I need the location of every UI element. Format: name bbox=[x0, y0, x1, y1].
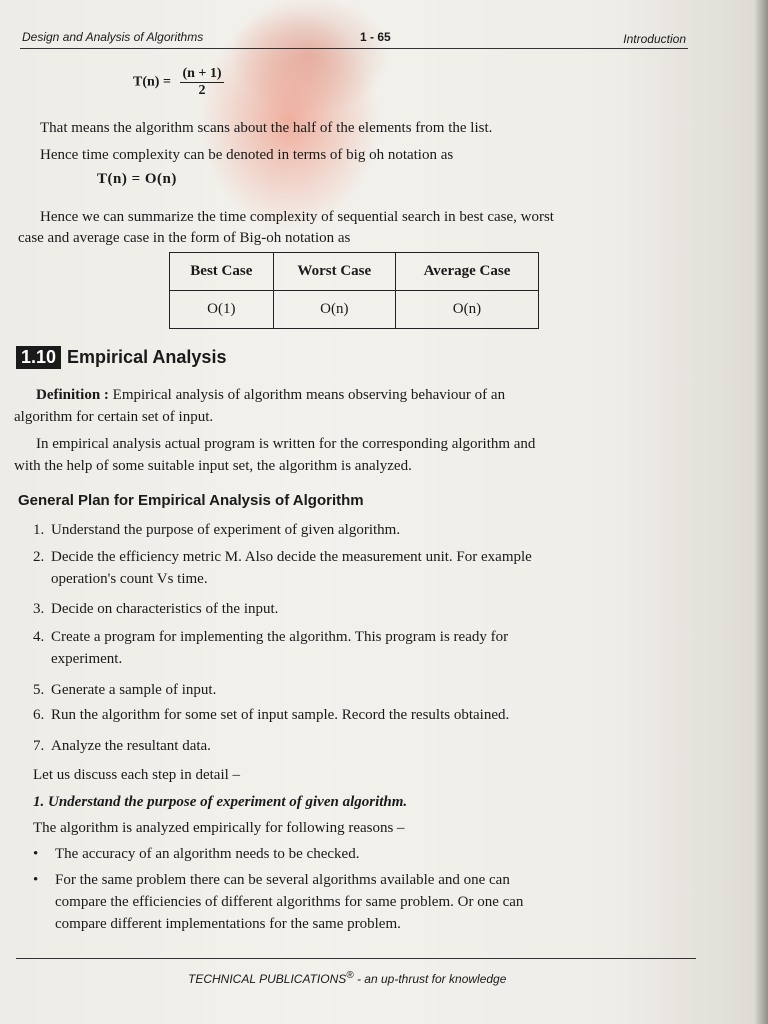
bullet-item bbox=[33, 869, 695, 935]
bullet-line bbox=[33, 869, 695, 891]
table-header-cell: Worst Case bbox=[273, 253, 395, 291]
publisher-name: TECHNICAL PUBLICATIONS bbox=[188, 972, 347, 986]
page-header bbox=[20, 28, 688, 49]
list-item-number: 4. bbox=[33, 629, 45, 645]
complexity-table bbox=[169, 252, 539, 329]
definition-line bbox=[36, 385, 696, 405]
paragraph-line: Hence we can summarize the time complexity of sequential search in best case, worst bbox=[40, 209, 554, 225]
list-item bbox=[33, 626, 695, 670]
paragraph-line: with the help of some suitable input set, the algorithm is analyzed. bbox=[14, 458, 412, 474]
list-item-number: 1. bbox=[33, 522, 45, 538]
list-item-text: Decide on characteristics of the input. bbox=[51, 601, 279, 617]
fraction-numerator: (n + 1) bbox=[182, 66, 222, 81]
list-item-text: Generate a sample of input. bbox=[51, 682, 217, 698]
bullet-text: compare the efficiencies of different algorithms for same problem. Or one can bbox=[55, 894, 524, 910]
list-item-number: 2. bbox=[33, 549, 45, 565]
list-item-text: Run the algorithm for some set of input sample. Record the results obtained. bbox=[51, 707, 510, 723]
registered-mark: ® bbox=[346, 970, 354, 981]
list-item bbox=[33, 735, 695, 757]
definition-text: Empirical analysis of algorithm means observing behaviour of an bbox=[112, 387, 506, 403]
section-title: Empirical Analysis bbox=[67, 347, 227, 367]
bullet-line bbox=[33, 913, 695, 935]
list-item-number: 5. bbox=[33, 682, 45, 698]
definition-label: Definition : bbox=[36, 387, 109, 403]
paragraph: That means the algorithm scans about the half of the elements from the list. bbox=[40, 120, 493, 136]
table-row bbox=[170, 291, 539, 329]
table-header-cell: Best Case bbox=[170, 253, 274, 291]
paragraph: Let us discuss each step in detail – bbox=[33, 767, 241, 783]
page-footer bbox=[188, 970, 506, 986]
list-item-text: Decide the efficiency metric M. Also decide the measurement unit. For example bbox=[51, 549, 532, 565]
step-heading: 1. Understand the purpose of experiment of given algorithm. bbox=[33, 794, 408, 810]
big-oh-formula: T(n) = O(n) bbox=[97, 171, 177, 187]
book-title: Design and Analysis of Algorithms bbox=[22, 30, 204, 44]
table-cell: O(1) bbox=[170, 291, 274, 329]
table-cell: O(n) bbox=[395, 291, 538, 329]
page-number: 1 - 65 bbox=[360, 30, 391, 44]
bullet-icon: • bbox=[33, 846, 39, 862]
bullet-text: For the same problem there can be several algorithms available and one can bbox=[55, 872, 510, 888]
publisher-tagline: - an up-thrust for knowledge bbox=[353, 972, 507, 986]
list-item-text: Create a program for implementing the algorithm. This program is ready for bbox=[51, 629, 509, 645]
bullet-line bbox=[33, 843, 695, 865]
list-item bbox=[33, 679, 695, 701]
table-header-row bbox=[170, 253, 539, 291]
list-item bbox=[33, 704, 695, 726]
paragraph: Hence time complexity can be denoted in terms of big oh notation as bbox=[40, 147, 454, 163]
section-number: 1.10 bbox=[16, 346, 61, 369]
fraction-denominator: 2 bbox=[198, 83, 206, 98]
list-item-continuation: experiment. bbox=[51, 651, 123, 667]
table-cell: O(n) bbox=[273, 291, 395, 329]
footer-divider bbox=[16, 958, 696, 959]
subsection-heading: General Plan for Empirical Analysis of Algorithm bbox=[18, 492, 364, 509]
paragraph-line: case and average case in the form of Big-oh notation as bbox=[18, 230, 351, 246]
formula-lhs: T(n) = bbox=[133, 74, 171, 90]
chapter-name: Introduction bbox=[623, 32, 686, 46]
list-item bbox=[33, 598, 695, 620]
fraction bbox=[180, 66, 223, 99]
definition-line: algorithm for certain set of input. bbox=[14, 409, 214, 425]
list-item-number: 6. bbox=[33, 707, 45, 723]
bullet-item bbox=[33, 843, 695, 865]
table-header-cell: Average Case bbox=[395, 253, 538, 291]
average-case-formula bbox=[133, 66, 224, 99]
list-item-text: Understand the purpose of experiment of given algorithm. bbox=[51, 522, 401, 538]
bullet-line bbox=[33, 891, 695, 913]
list-item bbox=[33, 519, 695, 541]
paragraph-line: In empirical analysis actual program is written for the corresponding algorithm and bbox=[36, 436, 536, 452]
list-item bbox=[33, 546, 695, 590]
list-item-number: 3. bbox=[33, 601, 45, 617]
bullet-text: The accuracy of an algorithm needs to be checked. bbox=[55, 846, 360, 862]
list-item-continuation: operation's count Vs time. bbox=[51, 571, 208, 587]
list-item-number: 7. bbox=[33, 738, 45, 754]
bullet-text: compare different implementations for the same problem. bbox=[55, 916, 401, 932]
bullet-icon: • bbox=[33, 872, 39, 888]
paragraph: The algorithm is analyzed empirically for following reasons – bbox=[33, 820, 405, 836]
list-item-text: Analyze the resultant data. bbox=[51, 738, 211, 754]
section-heading bbox=[16, 346, 226, 370]
